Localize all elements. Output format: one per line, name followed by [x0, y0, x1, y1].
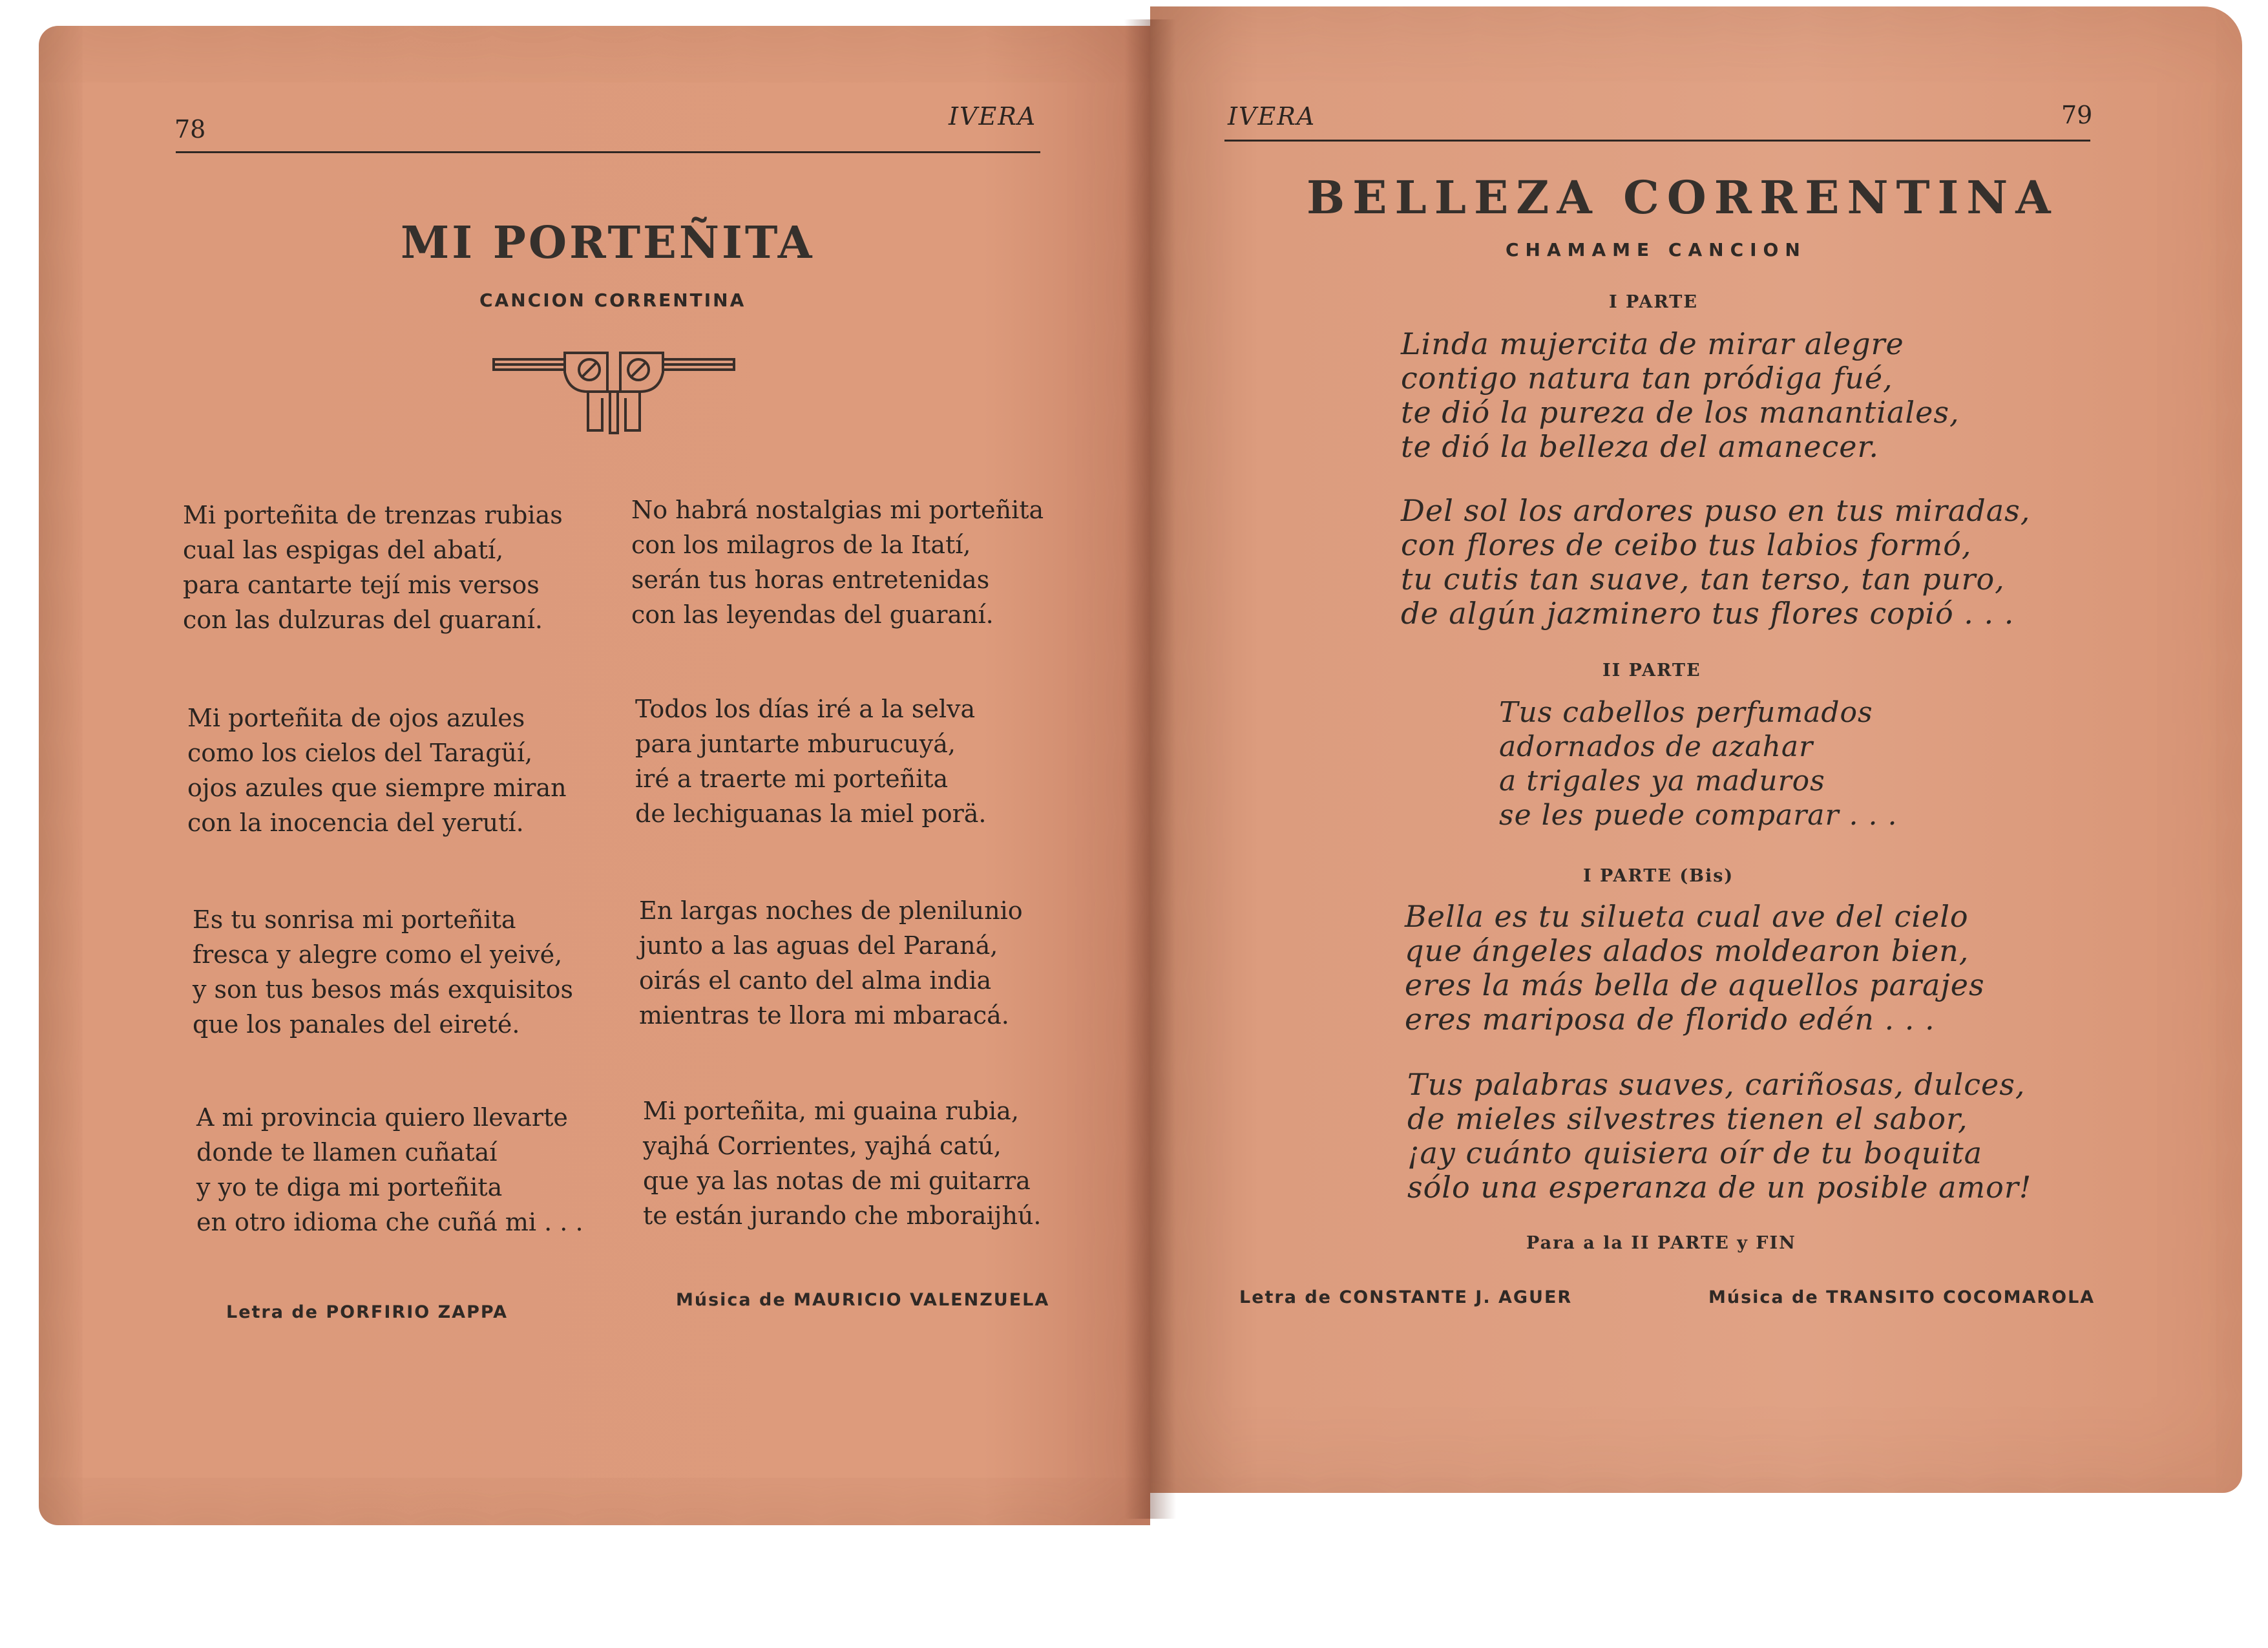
- verse-line: Linda mujercita de mirar alegre: [1401, 326, 1904, 361]
- verse-line: tu cutis tan suave, tan terso, tan puro,: [1401, 562, 2005, 597]
- verse-line: para cantarte tejí mis versos: [183, 571, 540, 599]
- verse-line: No habrá nostalgias mi porteñita: [631, 496, 1044, 524]
- verse-line: ¡ay cuánto quisiera oír de tu boquita: [1407, 1136, 1982, 1170]
- section-label-3: I PARTE (Bis): [1583, 866, 1734, 886]
- verse-line: En largas noches de plenilunio: [639, 896, 1023, 925]
- left-stanza-7: [639, 893, 1023, 1033]
- left-running-head: IVERA: [949, 102, 1037, 131]
- section-label-1: I PARTE: [1609, 292, 1698, 312]
- verse-line: Bella es tu silueta cual ave del cielo: [1405, 899, 1969, 934]
- verse-line: ojos azules que siempre miran: [187, 774, 567, 802]
- verse-line: oirás el canto del alma india: [639, 966, 992, 995]
- verse-line: sólo una esperanza de un posible amor!: [1407, 1170, 2032, 1205]
- decorative-ornament-icon: [491, 346, 737, 437]
- right-stanza-1: [1401, 327, 1960, 464]
- verse-line: con los milagros de la Itatí,: [631, 531, 971, 559]
- section-label-2: II PARTE: [1602, 660, 1701, 681]
- verse-line: de mieles silvestres tienen el sabor,: [1407, 1101, 1968, 1136]
- verse-line: cual las espigas del abatí,: [183, 536, 504, 564]
- verse-line: mientras te llora mi mbaracá.: [639, 1001, 1009, 1030]
- right-stanza-3: [1499, 695, 1898, 832]
- verse-line: iré a traerte mi porteñita: [635, 765, 949, 793]
- verse-line: Tus palabras suaves, cariñosas, dulces,: [1407, 1067, 2026, 1102]
- right-music-credit: Música de TRANSITO COCOMAROLA: [1708, 1287, 2095, 1307]
- left-stanza-4: [196, 1100, 583, 1240]
- verse-line: con la inocencia del yerutí.: [187, 808, 524, 837]
- verse-line: de lechiguanas la miel porä.: [635, 799, 987, 828]
- verse-line: se les puede comparar . . .: [1499, 799, 1898, 832]
- verse-line: de algún jazminero tus flores copió . . .: [1401, 596, 2015, 631]
- right-song-subtitle: CHAMAME CANCION: [1506, 239, 1807, 260]
- verse-line: contigo natura tan pródiga fué,: [1401, 361, 1893, 396]
- verse-line: con las dulzuras del guaraní.: [183, 606, 543, 634]
- left-stanza-2: [187, 701, 567, 840]
- verse-line: adornados de azahar: [1499, 730, 1814, 763]
- left-music-credit: Música de MAURICIO VALENZUELA: [676, 1290, 1050, 1310]
- verse-line: y son tus besos más exquisitos: [193, 975, 574, 1004]
- verse-line: eres la más bella de aquellos parajes: [1405, 967, 1985, 1002]
- verse-line: te dió la pureza de los manantiales,: [1401, 395, 1960, 430]
- verse-line: donde te llamen cuñataí: [196, 1138, 498, 1167]
- right-stanza-5: [1407, 1068, 2032, 1205]
- right-song-title: BELLEZA CORRENTINA: [1307, 171, 2059, 224]
- book-gutter: [1124, 19, 1176, 1519]
- verse-line: te dió la belleza del amanecer.: [1401, 429, 1880, 464]
- verse-line: yajhá Corrientes, yajhá catú,: [643, 1132, 1002, 1160]
- verse-line: para juntarte mburucuyá,: [635, 730, 956, 758]
- verse-line: junto a las aguas del Paraná,: [639, 931, 998, 960]
- left-stanza-3: [193, 902, 573, 1042]
- verse-line: Todos los días iré a la selva: [635, 695, 976, 723]
- verse-line: que ángeles alados moldearon bien,: [1405, 933, 1969, 968]
- verse-line: serán tus horas entretenidas: [631, 565, 990, 594]
- verse-line: como los cielos del Taragüí,: [187, 739, 533, 767]
- verse-line: que ya las notas de mi guitarra: [643, 1167, 1031, 1195]
- verse-line: Mi porteñita de trenzas rubias: [183, 501, 563, 529]
- verse-line: con las leyendas del guaraní.: [631, 600, 994, 629]
- left-header-rule: [176, 151, 1040, 153]
- verse-line: Del sol los ardores puso en tus miradas,: [1401, 493, 2031, 528]
- left-stanza-5: [631, 492, 1044, 632]
- verse-line: Es tu sonrisa mi porteñita: [193, 905, 516, 934]
- verse-line: con flores de ceibo tus labios formó,: [1401, 527, 1972, 562]
- right-stanza-2: [1401, 494, 2030, 631]
- verse-line: te están jurando che mboraijhú.: [643, 1201, 1042, 1230]
- left-stanza-1: [183, 498, 563, 637]
- verse-line: y yo te diga mi porteñita: [196, 1173, 503, 1201]
- left-stanza-8: [643, 1093, 1041, 1233]
- verse-line: Tus cabellos perfumados: [1499, 696, 1873, 729]
- verse-line: fresca y alegre como el yeivé,: [193, 940, 563, 969]
- left-stanza-6: [635, 692, 987, 831]
- right-lyrics-credit: Letra de CONSTANTE J. AGUER: [1239, 1287, 1573, 1307]
- verse-line: en otro idioma che cuñá mi . . .: [196, 1208, 583, 1236]
- right-stanza-4: [1405, 900, 1985, 1037]
- verse-line: Mi porteñita de ojos azules: [187, 704, 525, 732]
- left-song-title: MI PORTEÑITA: [401, 217, 815, 269]
- right-running-head: IVERA: [1228, 102, 1316, 131]
- verse-line: a trigales ya maduros: [1499, 765, 1825, 798]
- verse-line: A mi provincia quiero llevarte: [196, 1103, 568, 1132]
- verse-line: que los panales del eireté.: [193, 1010, 520, 1039]
- verse-line: Mi porteñita, mi guaina rubia,: [643, 1097, 1019, 1125]
- left-lyrics-credit: Letra de PORFIRIO ZAPPA: [226, 1302, 509, 1322]
- right-page-number: 79: [2061, 101, 2093, 129]
- left-song-subtitle: CANCION CORRENTINA: [479, 290, 746, 311]
- left-page-number: 78: [174, 115, 206, 143]
- verse-line: eres mariposa de florido edén . . .: [1405, 1002, 1935, 1037]
- closing-note: Para a la II PARTE y FIN: [1526, 1233, 1796, 1253]
- right-header-rule: [1224, 140, 2090, 142]
